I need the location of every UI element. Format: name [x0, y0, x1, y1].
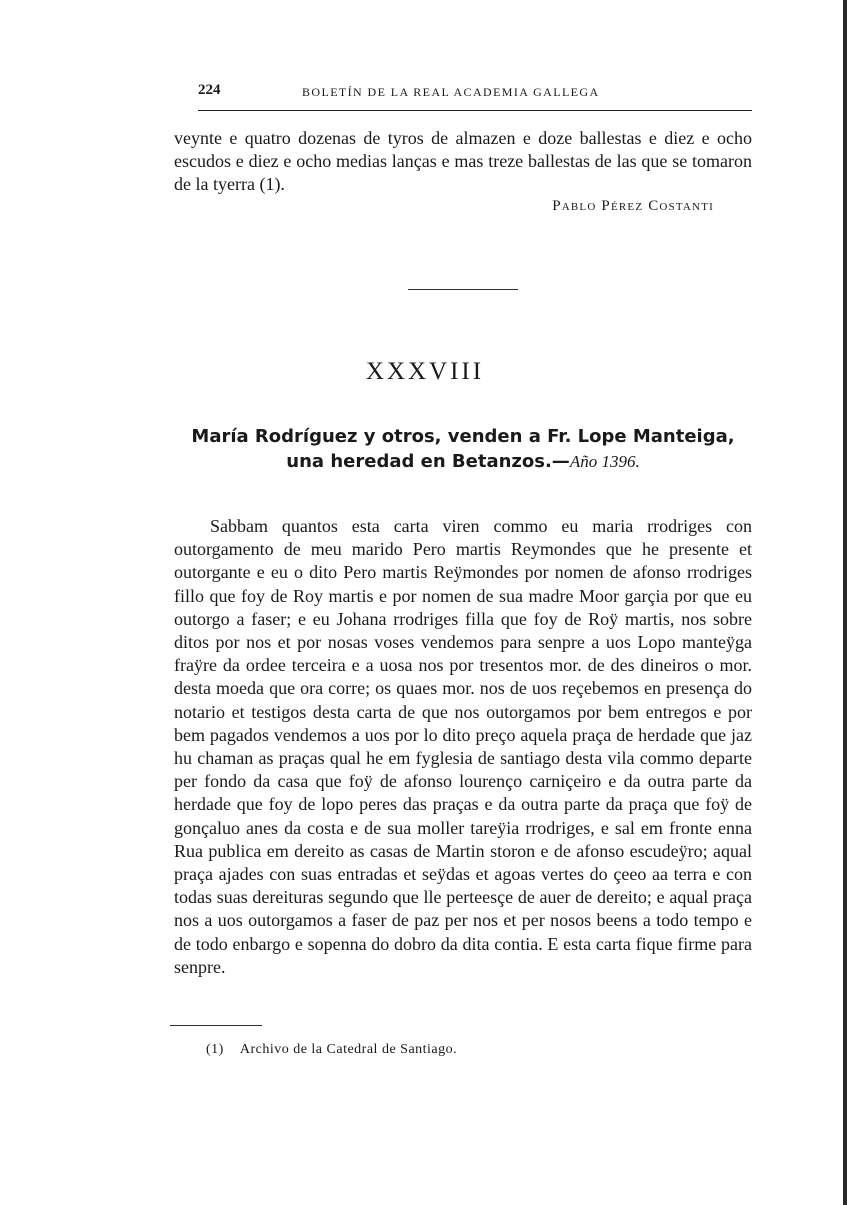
heading-text: María Rodríguez y otros, venden a Fr. Lope Manteiga, una heredad en Betanzos.—	[191, 426, 735, 472]
document-number: XXXVIII	[365, 358, 485, 385]
page-number: 224	[198, 82, 221, 98]
section-divider	[408, 289, 518, 290]
running-title: BOLETÍN DE LA REAL ACADEMIA GALLEGA	[302, 85, 600, 99]
footnote-mark: (1)	[206, 1042, 224, 1057]
heading-year: Año 1396.	[569, 452, 640, 471]
footnote-text: Archivo de la Catedral de Santiago.	[239, 1042, 458, 1057]
footnote-rule	[170, 1025, 262, 1026]
document-body	[174, 515, 752, 979]
page-header	[198, 82, 752, 111]
previous-document-ending	[174, 127, 752, 197]
previous-document-text: veynte e quatro dozenas de tyros de almazen e doze ballestas e diez e ocho escudos e diez e ocho medias lanças e mas treze ballestas de las que se tomaron de la tyerra (1).	[174, 128, 752, 195]
author-signature: Pablo Pérez Costanti	[552, 198, 714, 214]
page-edge	[843, 0, 847, 1205]
document-heading	[170, 424, 756, 474]
document-body-paragraph: Sabbam quantos esta carta viren commo eu maria rrodriges con outorgamento de meu marido Pero martis Reymondes que he presente et outorgante e eu o dito Pero martis Reÿmondes por nomen de afonso rrodriges fillo que foy de Roy martis e por nomen de sua madre Moor garçia por que eu outorgo a faser; e eu Johana rrodriges filla que foy de Roÿ martis, nos sobre ditos por nos et por nosas voses vendemos para senpre a uos Lopo manteÿga fraÿre da ordee terceira e a uosa nos por tresentos mor. de des dineiros o mor. desta moeda que ora corre; os quaes mor. nos de uos reçebemos en presença do notario et testigos desta carta de que nos outorgamos por bem entregos e por bem pagados vendemos a uos por lo dito preço aquela praça de herdade que jaz hu chaman as praças qual he em fyglesia de santiago desta vila commo departe per fondo da casa que foÿ de afonso lourenço carniçeiro e da outra parte da herdade que foy de lopo peres das praças e da outra parte da praça que foÿ de gonçaluo anes da costa e de sua moller tareÿia rrodriges, e sal em fronte enna Rua publica em dereito as casas de Martin storon e de afonso escudeÿro; aqual praça ajades con suas entradas et seÿdas et agoas vertes do çeeo aa terra e con todas suas dereituras segundo que lle perteesçe de auer de dereito; e aqual praça nos a uos outorgamos a faser de paz per nos et per nosos beens a todo tempo e de todo enbargo e sopenna do dobro da dita contia. E esta carta fique firme para senpre.	[174, 516, 752, 977]
footnote	[206, 1042, 457, 1058]
